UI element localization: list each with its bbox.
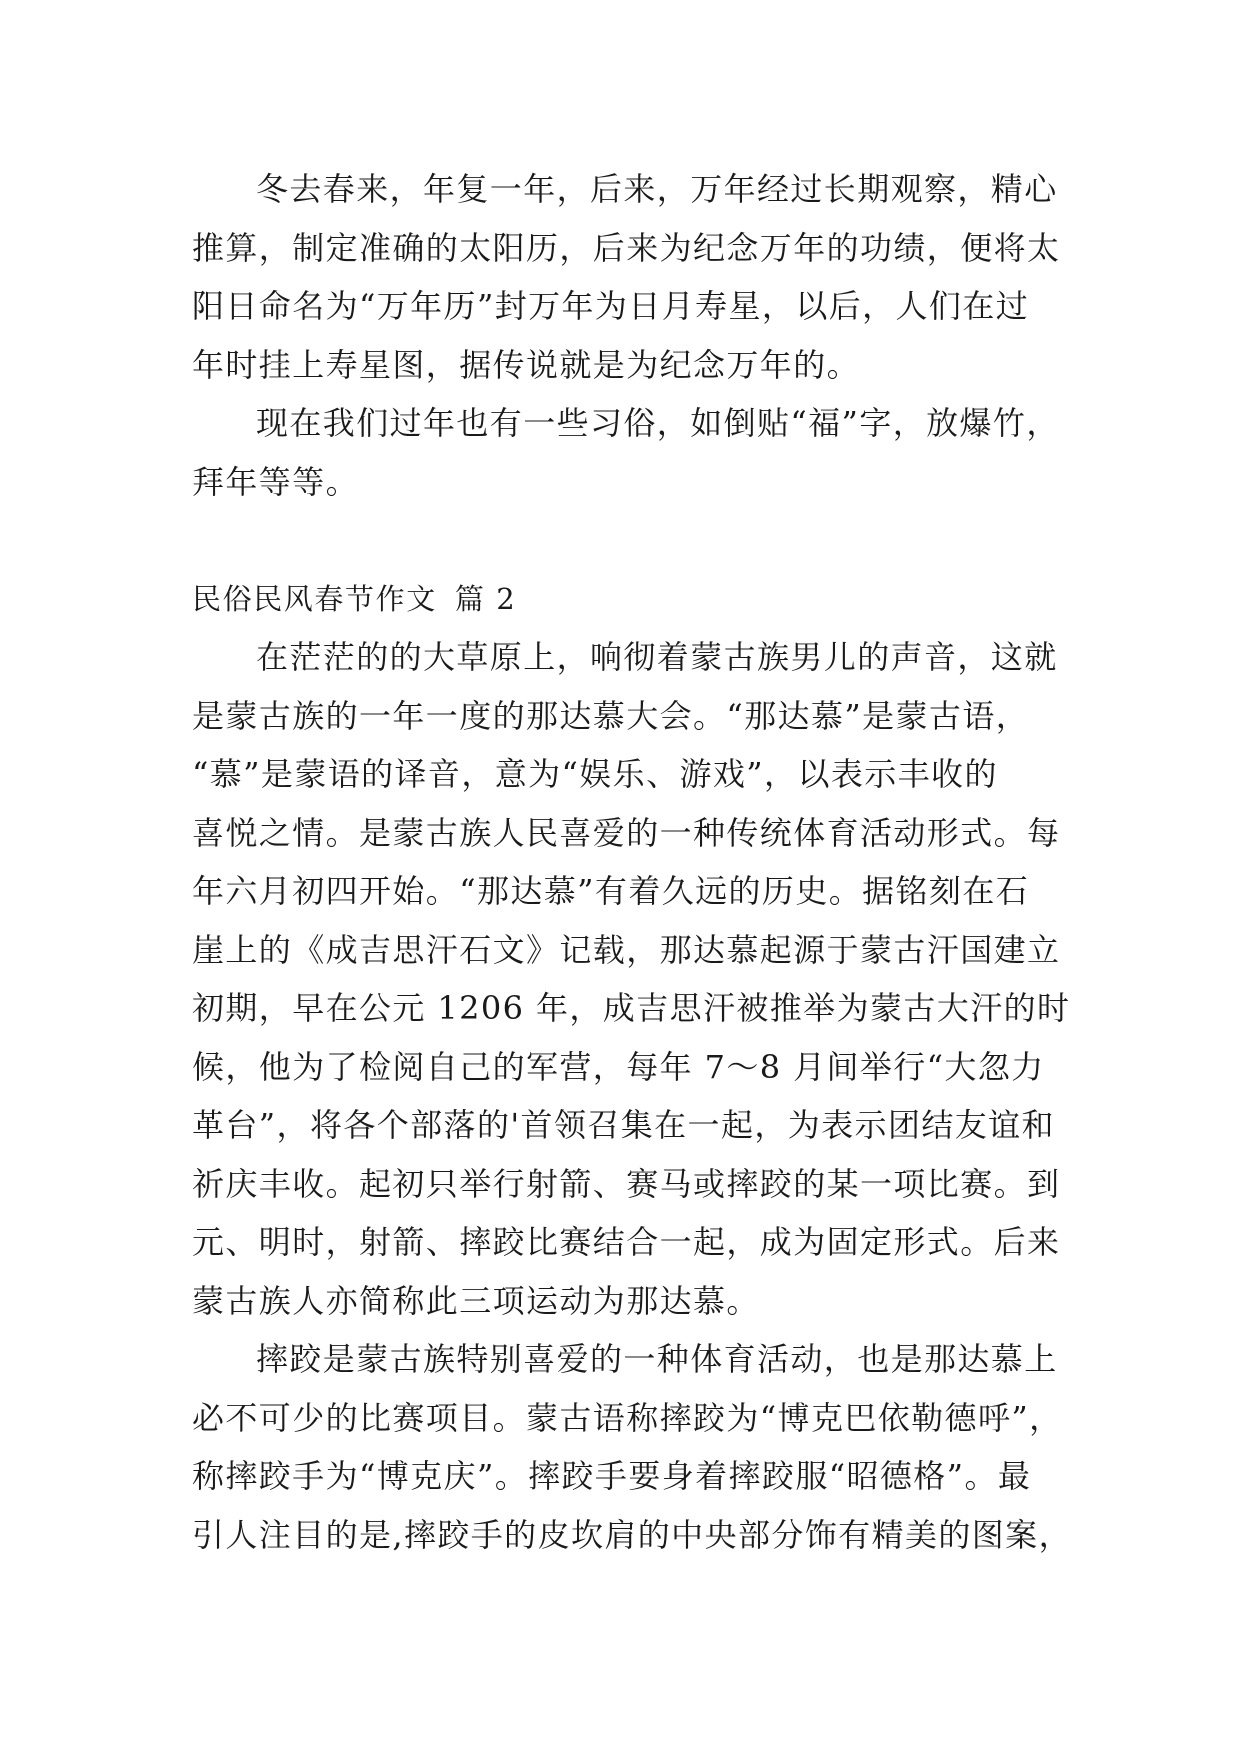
text-line: 必不可少的比赛项目。蒙古语称摔跤为“博克巴依勒德呼”， [192, 1398, 1063, 1437]
text-line: 阳日命名为“万年历”封万年为日月寿星，以后，人们在过 [192, 287, 1030, 325]
section-title: 民俗民风春节作文 [192, 581, 437, 616]
text-line: 崖上的《成吉思汗石文》记载，那达慕起源于蒙古汗国建立 [192, 930, 1061, 969]
section-number: 篇 2 [454, 581, 517, 616]
paragraph-calendar-legend [192, 160, 1061, 394]
text-line: 引人注目的是,摔跤手的皮坎肩的中央部分饰有精美的图案， [192, 1515, 1072, 1554]
paragraph-naadam-history [192, 628, 1071, 1330]
blank-line [192, 511, 1052, 570]
text-line: 元、明时，射箭、摔跤比赛结合一起，成为固定形式。后来 [192, 1223, 1061, 1261]
paragraph-wrestling [192, 1330, 1072, 1564]
section-heading [192, 570, 1052, 629]
text-line: 称摔跤手为“博克庆”。摔跤手要身着摔跤服“昭德格”。最 [192, 1457, 1032, 1495]
text-line: 革台”，将各个部落的'首领召集在一起，为表示团结友谊和 [192, 1106, 1055, 1144]
text-line: 在茫茫的的大草原上，响彻着蒙古族男儿的声音，这就 [256, 638, 1058, 676]
text-line: 喜悦之情。是蒙古族人民喜爱的一种传统体育活动形式。每 [192, 813, 1061, 852]
text-line: 现在我们过年也有一些习俗，如倒贴“福”字，放爆竹， [256, 404, 1060, 442]
text-line: “慕”是蒙语的译音，意为“娱乐、游戏”，以表示丰收的 [192, 755, 998, 793]
text-line: 年六月初四开始。“那达慕”有着久远的历史。据铭刻在石 [192, 872, 1030, 910]
text-line: 祈庆丰收。起初只举行射箭、赛马或摔跤的某一项比赛。到 [192, 1164, 1061, 1203]
text-line: 推算，制定准确的太阳历，后来为纪念万年的功绩，便将太 [192, 228, 1061, 267]
text-line: 蒙古族人亦简称此三项运动为那达慕。 [192, 1281, 760, 1320]
text-line: 初期，早在公元 1206 年，成吉思汗被推举为蒙古大汗的时 [192, 989, 1071, 1027]
paragraph-new-year-customs [192, 394, 1060, 511]
document-body [192, 160, 1072, 1564]
text-line: 冬去春来，年复一年，后来，万年经过长期观察，精心 [256, 170, 1058, 208]
text-line: 摔跤是蒙古族特别喜爱的一种体育活动，也是那达慕上 [256, 1340, 1058, 1378]
text-line: 是蒙古族的一年一度的那达慕大会。“那达慕”是蒙古语， [192, 696, 1030, 735]
text-line: 年时挂上寿星图，据传说就是为纪念万年的。 [192, 345, 861, 384]
text-line: 候，他为了检阅自己的军营，每年 7～8 月间举行“大忽力 [192, 1047, 1045, 1086]
text-line: 拜年等等。 [192, 462, 360, 501]
